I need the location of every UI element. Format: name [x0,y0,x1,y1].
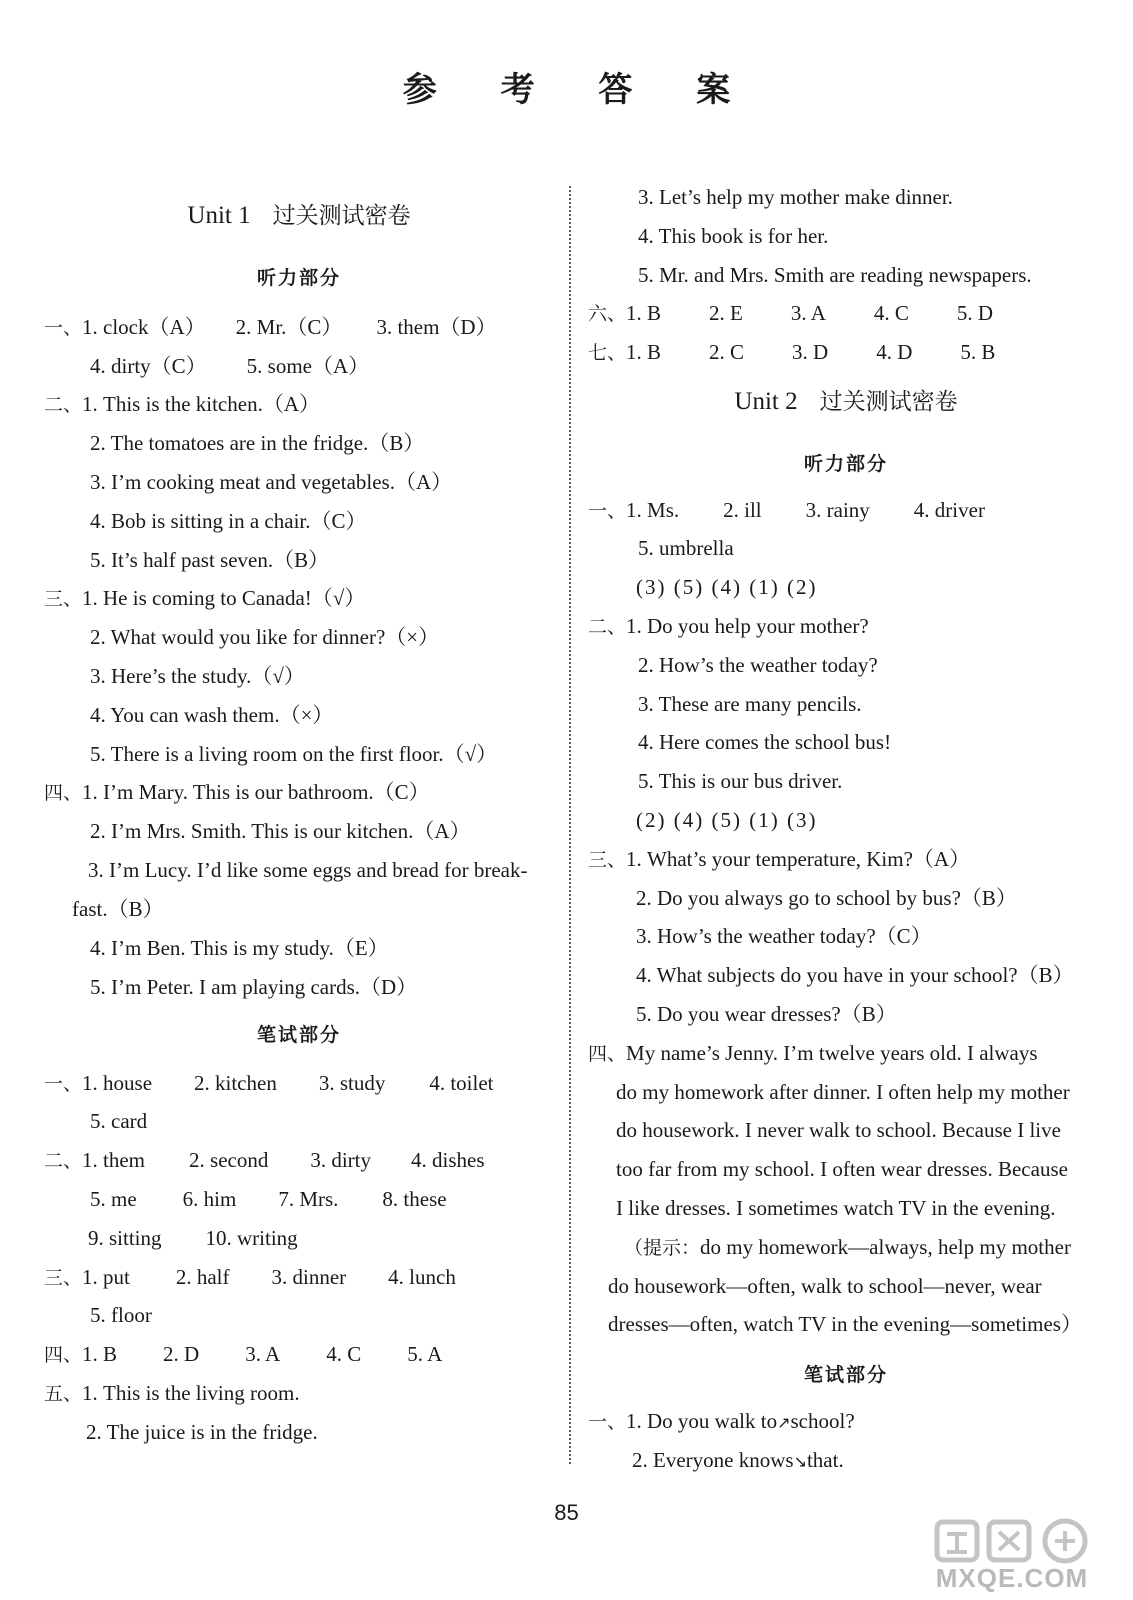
hint-line: dresses—often, watch TV in the evening—sometimes） [608,1312,1082,1336]
answer-line: 5. me 6. him 7. Mrs. 8. these [90,1187,447,1211]
answer-line: 5. umbrella [638,536,734,560]
unit2-title: 过关测试密卷 [819,389,958,415]
paragraph-line: too far from my school. I often wear dresses. Because [616,1157,1068,1181]
answer-line: 3. I’m Lucy. I’d like some eggs and bread for break- [88,858,528,882]
answer-line: 一、1. Ms. 2. ill 3. rainy 4. driver [588,498,985,522]
answer-line: 9. sitting 10. writing [88,1226,298,1250]
answer-line: 4. This book is for her. [638,224,829,248]
answer-line: fast.（B） [72,897,164,921]
answer-line: 5. It’s half past seven.（B） [90,548,330,572]
page-title: 参 考 答 案 [402,70,757,110]
answer-line: 四、1. B 2. D 3. A 4. C 5. A [44,1342,443,1366]
answer-line: 一、1. house 2. kitchen 3. study 4. toilet [44,1071,494,1095]
order-line: (2) (4) (5) (1) (3) [636,808,818,832]
answer-line: 3. Let’s help my mother make dinner. [638,185,953,209]
answer-line: 2. The juice is in the fridge. [86,1420,318,1444]
order-line: (3) (5) (4) (1) (2) [636,575,818,599]
hint-line: （提示：do my homework—always, help my mother [624,1235,1071,1259]
answer-line: 四、1. I’m Mary. This is our bathroom.（C） [44,780,430,804]
answer-line: 3. I’m cooking meat and vegetables.（A） [90,470,453,494]
hint-line: do housework—often, walk to school—never, wear [608,1274,1042,1298]
answer-line: 5. Do you wear dresses?（B） [636,1002,897,1026]
rising-intonation-arrow: ↗ [777,1413,791,1432]
watermark-logo [917,1516,1107,1594]
answer-line: 4. I’m Ben. This is my study.（E） [90,936,389,960]
unit1-listening-heading: 听力部分 [256,267,341,289]
answer-line: 2. What would you like for dinner?（×） [90,625,440,649]
answer-line: 七、1. B 2. C 3. D 4. D 5. B [588,340,996,364]
answer-line: 4. dirty（C） 5. some（A） [90,354,370,378]
unit1-number: Unit 1 [187,202,251,229]
answer-line: 2. Everyone knows↘that. [632,1448,844,1472]
answer-line: 2. Do you always go to school by bus?（B） [636,886,1017,910]
answer-line: 一、1. Do you walk to↗school? [588,1409,855,1433]
column-divider [569,186,571,1464]
falling-intonation-arrow: ↘ [793,1452,807,1471]
answer-line: 2. The tomatoes are in the fridge.（B） [90,431,425,455]
answer-line: 3. These are many pencils. [638,692,862,716]
watermark-logo-graphic [917,1516,1107,1566]
answer-line: 4. You can wash them.（×） [90,703,334,727]
answer-line: 3. How’s the weather today?（C） [636,924,932,948]
unit1-writing-heading: 笔试部分 [256,1024,341,1046]
unit2-writing-heading: 笔试部分 [803,1364,888,1386]
answer-line: 五、1. This is the living room. [44,1381,300,1405]
answer-line: 二、1. them 2. second 3. dirty 4. dishes [44,1148,485,1172]
answer-line: 2. I’m Mrs. Smith. This is our kitchen.（A） [90,819,471,843]
unit1-title: 过关测试密卷 [272,203,411,229]
answer-line: 5. card [90,1109,148,1133]
paragraph-line: do housework. I never walk to school. Because I live [616,1118,1061,1142]
answer-line: 5. This is our bus driver. [638,769,843,793]
answer-line: 5. There is a living room on the first floor.（√） [90,742,498,766]
answer-line: 六、1. B 2. E 3. A 4. C 5. D [588,301,994,325]
answer-line: 5. Mr. and Mrs. Smith are reading newspapers. [638,263,1032,287]
unit2-heading [588,383,1104,416]
paragraph-line: I like dresses. I sometimes watch TV in the evening. [616,1196,1056,1220]
answer-line: 二、1. This is the kitchen.（A） [44,392,320,416]
answer-line: 一、1. clock（A） 2. Mr.（C） 3. them（D） [44,315,497,339]
answer-line: 4. Bob is sitting in a chair.（C） [90,509,367,533]
answer-line: 4. Here comes the school bus! [638,730,892,754]
answer-line: 二、1. Do you help your mother? [588,614,869,638]
unit1-heading [44,197,554,230]
unit2-number: Unit 2 [734,388,798,415]
paragraph-line: 四、My name’s Jenny. I’m twelve years old. I always [588,1041,1038,1065]
answer-line: 三、1. What’s your temperature, Kim?（A） [588,847,971,871]
answer-line: 3. Here’s the study.（√） [90,664,305,688]
unit2-listening-heading: 听力部分 [803,453,888,475]
paragraph-line: do my homework after dinner. I often help my mother [616,1080,1070,1104]
answer-line: 5. I’m Peter. I am playing cards.（D） [90,975,418,999]
page-number: 85 [554,1500,579,1525]
answer-line: 三、1. put 2. half 3. dinner 4. lunch [44,1265,456,1289]
answer-line: 4. What subjects do you have in your school?（B） [636,963,1074,987]
answer-line: 三、1. He is coming to Canada!（√） [44,586,366,610]
answer-line: 5. floor [90,1303,152,1327]
answer-line: 2. How’s the weather today? [638,653,878,677]
watermark-text: MXQE.COM [935,1563,1089,1593]
